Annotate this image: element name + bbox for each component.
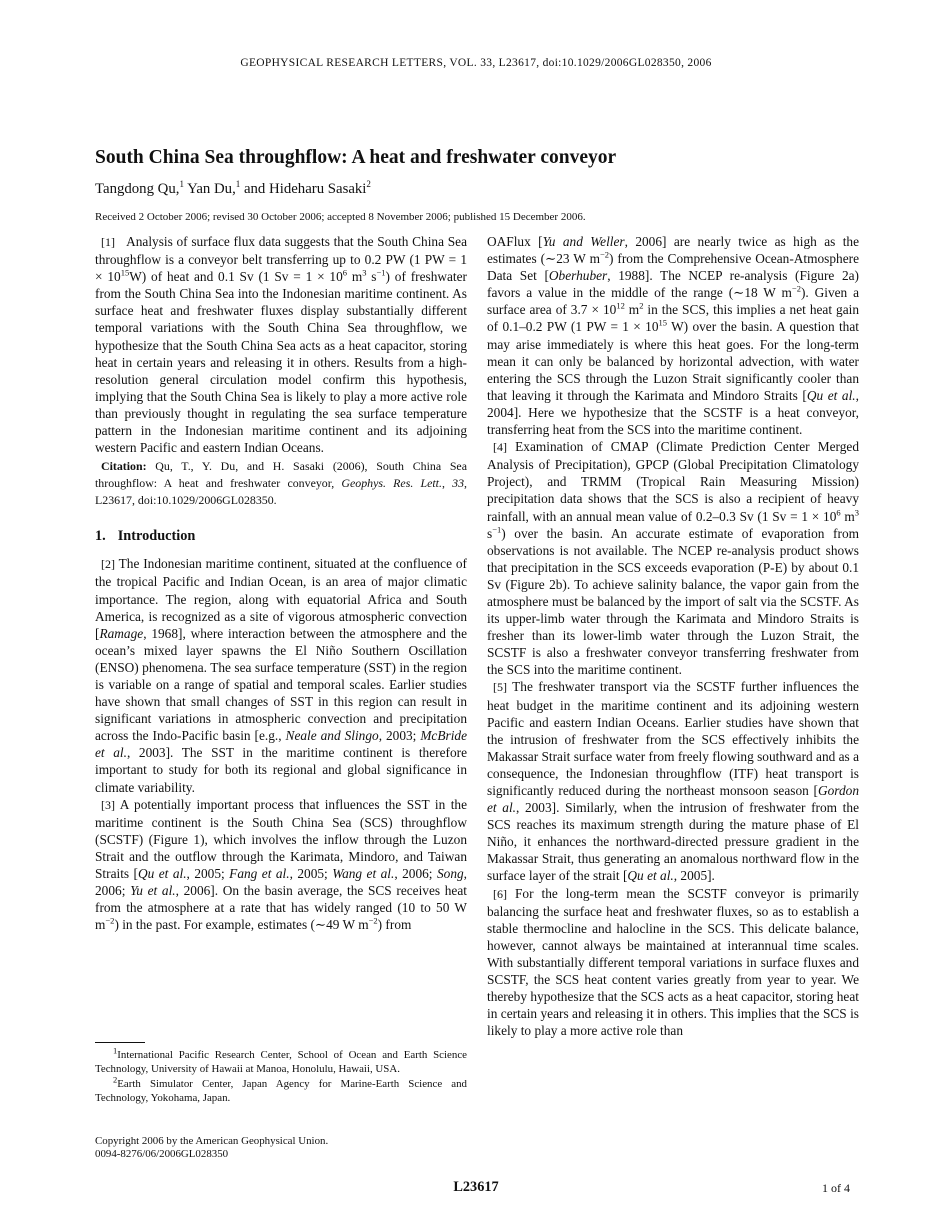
body-paragraph: OAFlux [Yu and Weller, 2006] are nearly twice as high as the estimates (∼23 W $m^{-2}$) from the Comprehensive Ocean-Atmosphere Data Set [Oberhuber, 1988]. The NCEP re-analysis (Figure 2a) favors a value in the middle of the range (∼18 W $m^{-2}$). Given a surface area of $3.7 \times 10^{12}$ $m^2$ in the SCS, this implies a net heat gain of 0.1–0.2 PW (1 PW = $1 \times 10^{15}$ W) over the basin. A question that may arise immediately is where this heat goes. For the long-term mean it can only be balanced by horizontal advection, with water entering the SCS through the Luzon Strait significantly cooler than that leaving it through the Karimata and Mindoro Straits [Qu et al., 2004]. Here we hypothesize that the SCSTF is a heat conveyor, transferring heat from the SCS into the maritime continent. xyxy=(487,234,860,438)
author-name: and Hideharu Sasaki xyxy=(243,181,367,197)
reference-link[interactable]: Wang et al. xyxy=(332,866,395,881)
page-identifier: L23617 xyxy=(453,1179,499,1195)
body-paragraph: [6] For the long-term mean the SCSTF conveyor is primarily balancing the surface heat and freshwater fluxes, so as to establish a stable thermocline and halocline in the SCS. This delicate balance, however, cannot always be maintained at interannual time scales. With substantially different temporal variations in surface fluxes and SCSTF, the SCS heat content varies greatly from year to year. We thereby hypothesize that the SCS acts as a heat capacitor, storing heat in certain years and releasing it in others. This implies that the SCS is likely to play a more active role than xyxy=(487,885,859,1039)
paragraph-number: [2] xyxy=(101,557,115,572)
affiliation-marker: 1 xyxy=(179,179,184,190)
copyright-notice xyxy=(95,1135,328,1161)
affiliation-marker: 2 xyxy=(366,179,371,190)
paragraph-number: [6] xyxy=(493,886,507,901)
section-heading: 1. Introduction xyxy=(95,528,196,545)
reference-link[interactable]: Yu and Weller xyxy=(542,234,625,249)
copyright-line: Copyright 2006 by the American Geophysical Union. xyxy=(95,1135,329,1147)
paragraph-number: [5] xyxy=(493,680,507,695)
received-dates: Received 2 October 2006; revised 30 October 2006; accepted 8 November 2006; published 15 December 2006. xyxy=(95,211,586,223)
author-name: Tangdong Qu, xyxy=(95,181,180,197)
reference-link[interactable]: Qu et al. xyxy=(806,387,856,403)
body-paragraph: [2] The Indonesian maritime continent, situated at the confluence of the tropical Pacific and Indian Ocean, is an area of major climatic importance. The region, along with equatorial Africa and South America, is recognized as a site of vigorous atmospheric convection [Ramage, 1968], where interaction between the atmosphere and the ocean’s mixed layer spawns the El Niño Southern Oscillation (ENSO) phenomena. The sea surface temperature (SST) in the region is variable on a range of spatial and temporal scales. Earlier studies have shown that small changes of SST in this region can result in significant variations in atmospheric convection and precipitation across the Indo-Pacific basin [e.g., Neale and Slingo, 2003; McBride et al., 2003]. The SST in the maritime continent is therefore important to study for both its regional and global significance in climate variability. xyxy=(95,556,467,795)
body-paragraph: [4] Examination of CMAP (Climate Prediction Center Merged Analysis of Precipitation), GPCP (Global Precipitation Climatology Project), and TRMM (Tropical Rain Measuring Mission) precipitation data shows that the SCS is also a recipient of heavy rainfall, with an annual mean value of 0.2–0.3 Sv (1 $Sv = 1 \times 10^6$ $m^3$ $s^{-1}$) over the basin. An accurate estimate of evaporation from observations is not available. The NCEP re-analysis product shows that precipitation in the SCS exceeds evaporation (P-E) by about 0.1 Sv (Figure 2b). To achieve salinity balance, the vapor gain from the atmosphere must be balanced by the import of salt via the SCSTF. As its upper-limb water through the Karimata and Mindoro Straits is fresher than its lower-limb water through the Luzon Strait, the SCSTF is also a freshwater conveyor transferring freshwater from the SCS into the maritime continent. xyxy=(487,439,859,678)
reference-link[interactable]: Song xyxy=(436,866,464,881)
footnote: $^2$Earth Simulator Center, Japan Agency for Marine-Earth Science and Technology, Yokohama, Japan. xyxy=(95,1073,467,1104)
author-name: Yan Du, xyxy=(187,181,236,197)
footnote-rule xyxy=(95,1042,145,1043)
left-column xyxy=(95,233,467,933)
journal-name: Geophys. Res. Lett. xyxy=(341,476,442,491)
abstract-paragraph: [1] Analysis of surface flux data suggests that the South China Sea throughflow is a conveyor belt transferring up to 0.2 PW (1 PW = $1 \times 10^{15}W$) of heat and 0.1 Sv (1 $Sv = 1 \times 10^6$ $m^3$ $s^{-1}$) of freshwater from the South China Sea into the Indonesian maritime continent. As surface heat and freshwater fluxes display substantially different temporal variations with the South China Sea throughflow, we hypothesize that the South China Sea acts as a heat capacitor, storing heat in certain years and releasing it in others. Results from a high-resolution general circulation model confirm this hypothesis, implying that the South China Sea is likely to play a more active role than previously thought in regulating the sea surface temperature pattern in the Indonesian maritime continent and its adjoining western Pacific and eastern Indian Oceans. xyxy=(95,234,467,456)
running-header: GEOPHYSICAL RESEARCH LETTERS, VOL. 33, L23617, doi:10.1029/2006GL028350, 2006 xyxy=(240,57,712,69)
body-paragraph: [5] The freshwater transport via the SCSTF further influences the heat budget in the maritime continent and its adjoining western Pacific and eastern Indian Oceans. Earlier studies have shown that the intrusion of freshwater from the SCS effectively inhibits the Makassar Strait surface water from freely flowing southward and as a consequence, the Indonesian throughflow (ITF) heat transport is significantly reduced during the northeast monsoon season [Gordon et al., 2003]. Similarly, when the intrusion of freshwater from the SCS reaches its maximum strength during the mature phase of El Niño, it enhances the northward-directed pressure gradient in the Makassar Strait, thus generating an anomalous northward flow in the surface layer of the strait [Qu et al., 2005]. xyxy=(487,679,860,884)
article-title: South China Sea throughflow: A heat and freshwater conveyor xyxy=(95,147,617,168)
issn-line: 0094-8276/06/2006GL028350 xyxy=(95,1148,229,1160)
reference-link[interactable]: Fang et al. xyxy=(229,866,290,881)
reference-link[interactable]: Oberhuber xyxy=(548,268,608,284)
paragraph-number: [3] xyxy=(101,797,115,812)
paragraph-number: [1] xyxy=(101,235,115,249)
citation-paragraph: Citation: Qu, T., Y. Du, and H. Sasaki (2006), South China Sea throughflow: A heat and freshwater conveyor, Geophys. Res. Lett., 33, L23617, doi:10.1029/2006GL028350. xyxy=(95,459,468,508)
reference-link[interactable]: Ramage xyxy=(99,625,144,641)
page-count: 1 of 4 xyxy=(822,1181,850,1195)
affiliation-marker: 1 xyxy=(235,179,241,190)
reference-link[interactable]: Qu et al. xyxy=(138,866,187,881)
right-column xyxy=(487,233,859,1039)
citation-label: Citation: xyxy=(101,459,147,474)
reference-link[interactable]: Gordon et al. xyxy=(487,783,859,816)
reference-link[interactable]: Yu et al. xyxy=(130,883,176,899)
footnote: $^1$International Pacific Research Center, School of Ocean and Earth Science Technology, University of Hawaii at Manoa, Honolulu, Hawaii, USA. xyxy=(95,1045,467,1076)
body-paragraph: [3] A potentially important process that influences the SST in the maritime continent is the South China Sea (SCS) throughflow (SCSTF) (Figure 1), which involves the inflow through the Luzon Strait and the outflow through the Karimata, Mindoro, and Taiwan Straits [Qu et al., 2005; Fang et al., 2005; Wang et al., 2006; Song, 2006; Yu et al., 2006]. On the basin average, the SCS receives heat from the atmosphere at a rate that has widely ranged (10 to 50 W $m^{-2}$) in the past. For example, estimates (∼49 W $m^{-2}$) from xyxy=(95,796,467,933)
reference-link[interactable]: Neale and Slingo xyxy=(285,728,379,744)
paragraph-number: [4] xyxy=(493,440,507,455)
reference-link[interactable]: Qu et al. xyxy=(627,868,674,884)
author-list xyxy=(95,181,371,198)
footnotes xyxy=(95,1042,467,1105)
reference-link[interactable]: McBride et al. xyxy=(95,728,467,761)
